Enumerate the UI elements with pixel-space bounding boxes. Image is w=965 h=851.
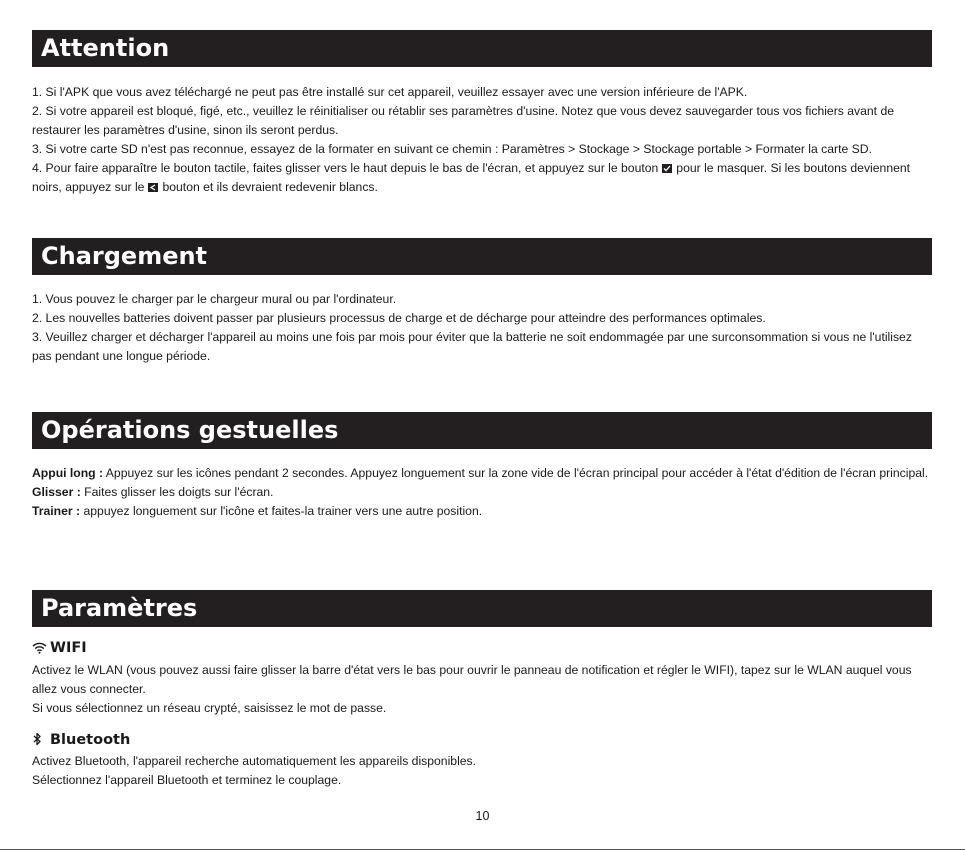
bluetooth-description xyxy=(32,752,932,790)
wifi-title: WIFI xyxy=(50,640,87,656)
bluetooth-heading xyxy=(32,730,130,752)
section-header-chargement xyxy=(32,238,932,275)
attention-item-4 xyxy=(32,159,932,197)
gesture-drag xyxy=(32,502,932,521)
section-header-settings xyxy=(32,590,932,627)
bottom-divider xyxy=(0,849,965,850)
section-title: Opérations gestuelles xyxy=(41,416,339,444)
gesture-description: appuyez longuement sur l'icône et faites-la trainer vers une autre position. xyxy=(80,504,483,518)
gesture-label: Trainer : xyxy=(32,504,81,518)
gesture-description: Appuyez sur les icônes pendant 2 secondes. Appuyez longuement sur la zone vide de l'écran principal pour accéder à l'état d'édition de l'écran principal. xyxy=(103,466,929,480)
attention-item-1: 1. Si l'APK que vous avez téléchargé ne peut pas être installé sur cet appareil, veuillez essayer avec une version inférieure de l'APK. xyxy=(32,85,748,99)
chargement-item-2: 2. Les nouvelles batteries doivent passer par plusieurs processus de charge et de décharge pour atteindre des performances optimales. xyxy=(32,311,766,325)
bluetooth-title: Bluetooth xyxy=(50,732,131,748)
chargement-item-3: 3. Veuillez charger et décharger l'appareil au moins une fois par mois pour éviter que la batterie ne soit endommagée par une surconsommation si vous ne l'utilisez pas pendant une longue période. xyxy=(32,330,912,363)
gestures-list xyxy=(32,464,932,521)
attention-item-4-part-a: 4. Pour faire apparaître le bouton tactile, faites glisser vers le haut depuis le bas de l'écran, et appuyez sur le bouton xyxy=(32,161,659,175)
section-title: Attention xyxy=(41,34,170,62)
page-number: 10 xyxy=(475,809,490,823)
bluetooth-text-1: Activez Bluetooth, l'appareil recherche automatiquement les appareils disponibles. xyxy=(32,754,477,768)
attention-item-4-part-b: pour le masquer. Si les boutons deviennent noirs, appuyez sur le xyxy=(32,161,911,194)
wifi-description xyxy=(32,661,932,718)
toggle-button-icon xyxy=(148,183,158,192)
bluetooth-icon xyxy=(32,732,50,752)
chargement-item-1: 1. Vous pouvez le charger par le chargeur mural ou par l'ordinateur. xyxy=(32,292,397,306)
bluetooth-text-2: Sélectionnez l'appareil Bluetooth et terminez le couplage. xyxy=(32,773,342,787)
wifi-heading xyxy=(32,638,87,660)
section-title: Paramètres xyxy=(41,594,198,622)
section-title: Chargement xyxy=(41,242,208,270)
attention-item-2: 2. Si votre appareil est bloqué, figé, etc., veuillez le réinitialiser ou rétablir ses paramètres d'usine. Notez que vous devez sauvegarder tous vos fichiers avant de restaurer les paramètres d'usine, sinon ils seront perdus. xyxy=(32,104,895,137)
section-header-gestures xyxy=(32,412,932,449)
attention-list xyxy=(32,83,932,197)
attention-item-4-part-c: bouton et ils devraient redevenir blancs. xyxy=(162,180,378,194)
section-header-attention xyxy=(32,30,932,67)
hide-button-icon xyxy=(662,164,672,173)
gesture-description: Faites glisser les doigts sur l'écran. xyxy=(80,485,274,499)
chargement-list xyxy=(32,290,932,366)
wifi-text-1: Activez le WLAN (vous pouvez aussi faire glisser la barre d'état vers le bas pour ouvrir le panneau de notification et régler le WIFI), tapez sur le WLAN auquel vous allez vous connecter. xyxy=(32,663,912,696)
gesture-label: Appui long : xyxy=(32,466,104,480)
wifi-text-2: Si vous sélectionnez un réseau crypté, saisissez le mot de passe. xyxy=(32,701,387,715)
wifi-icon xyxy=(32,640,50,660)
gesture-swipe xyxy=(32,483,932,502)
attention-item-3: 3. Si votre carte SD n'est pas reconnue, essayez de la formater en suivant ce chemin : Paramètres > Stockage > Stockage portable > Formater la carte SD. xyxy=(32,142,872,156)
gesture-long-press xyxy=(32,464,932,483)
gesture-label: Glisser : xyxy=(32,485,81,499)
